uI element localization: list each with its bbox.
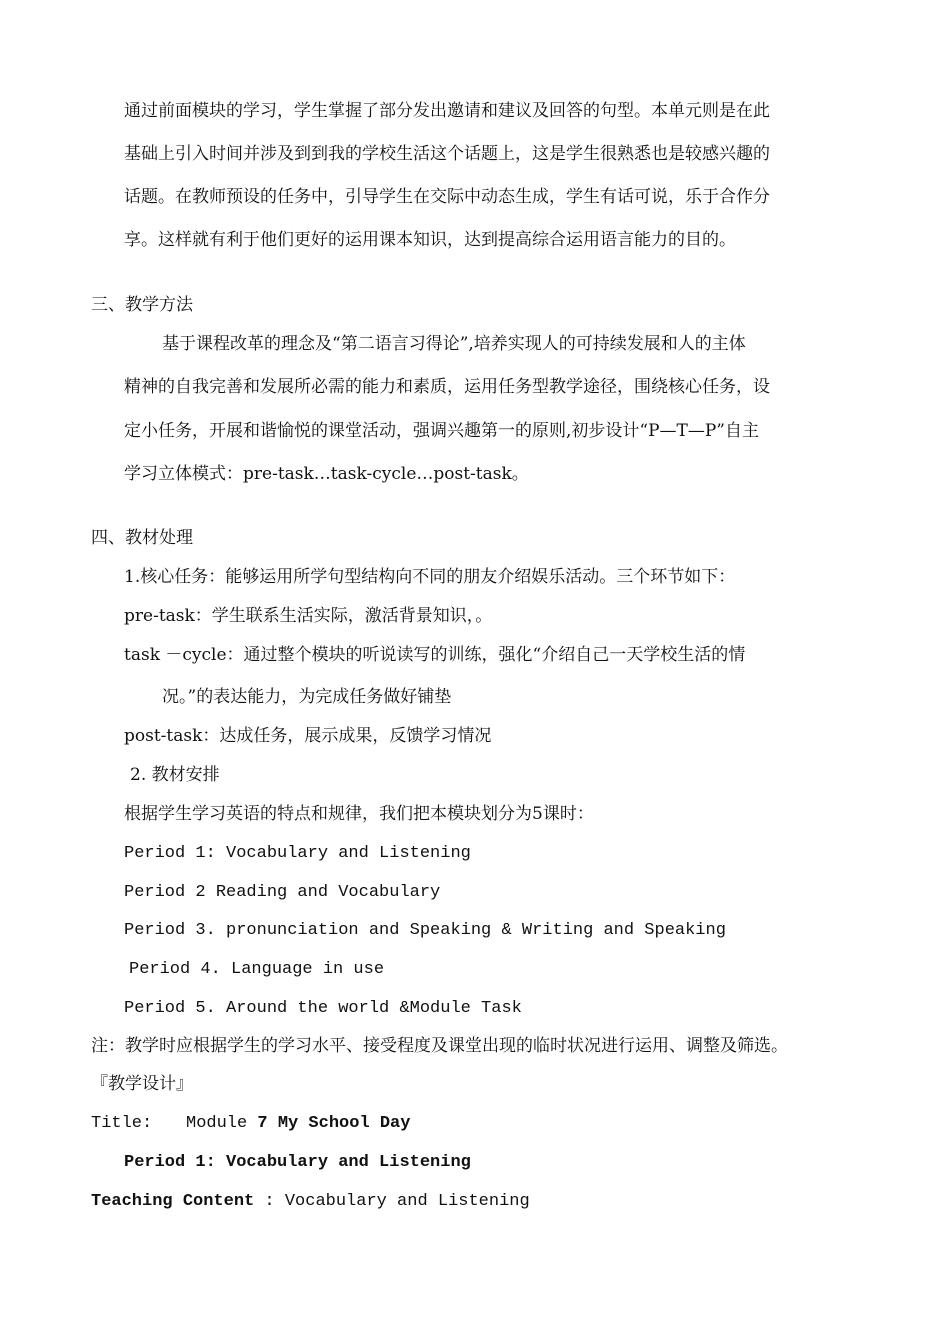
period-item: Period 1: Vocabulary and Listening: [124, 844, 471, 863]
teaching-content: [91, 1193, 530, 1210]
post-task: post-task：达成任务，展示成果，反馈学习情况: [124, 726, 492, 746]
section3-line-4: 学习立体模式：pre-task…task-cycle…post-task。: [124, 464, 529, 484]
title-value: [186, 1115, 410, 1132]
section3-line-2: 精神的自我完善和发展所必需的能力和素质，运用任务型教学途径，围绕核心任务，设: [124, 377, 770, 397]
period-item: Period 5. Around the world &Module Task: [124, 999, 522, 1018]
arrangement-intro: 根据学生学习英语的特点和规律，我们把本模块划分为5课时：: [124, 804, 594, 824]
intro-line-2: 基础上引入时间并涉及到到我的学校生活这个话题上，这是学生很熟悉也是较感兴趣的: [124, 144, 770, 164]
period-item: Period 3. pronunciation and Speaking & Writing and Speaking: [124, 921, 726, 940]
design-heading: 『教学设计』: [91, 1074, 193, 1094]
section3-line-3: 定小任务，开展和谐愉悦的课堂活动，强调兴趣第一的原则,初步设计“P—T—P”自主: [124, 421, 759, 441]
core-task: 1.核心任务：能够运用所学句型结构向不同的朋友介绍娱乐活动。三个环节如下：: [124, 567, 736, 587]
note-line: 注：教学时应根据学生的学习水平、接受程度及课堂出现的临时状况进行运用、调整及筛选。: [91, 1036, 788, 1056]
intro-line-1: 通过前面模块的学习，学生掌握了部分发出邀请和建议及回答的句型。本单元则是在此: [124, 101, 770, 121]
title-module: Module: [186, 1114, 258, 1133]
section3-line-1: 基于课程改革的理念及“第二语言习得论”,培养实现人的可持续发展和人的主体: [162, 334, 746, 354]
title-bold: 7 My School Day: [257, 1114, 411, 1133]
period-item: Period 4. Language in use: [129, 960, 385, 979]
task-cycle-line-1: task －cycle：通过整个模块的听说读写的训练，强化“介绍自己一天学校生活的情: [124, 645, 746, 665]
section3-heading: 三、教学方法: [91, 295, 193, 315]
teaching-content-value: : Vocabulary and Listening: [254, 1192, 530, 1211]
arrangement-heading: 2. 教材安排: [130, 765, 220, 785]
teaching-content-label: Teaching Content: [91, 1192, 255, 1211]
period-heading: Period 1: Vocabulary and Listening: [124, 1153, 471, 1172]
pre-task: pre-task：学生联系生活实际，激活背景知识，。: [124, 606, 493, 626]
intro-line-3: 话题。在教师预设的任务中，引导学生在交际中动态生成，学生有话可说，乐于合作分: [124, 187, 770, 207]
section4-heading: 四、教材处理: [91, 528, 193, 548]
task-cycle-line-2: 况。”的表达能力，为完成任务做好铺垫: [162, 687, 452, 707]
title-label: Title:: [91, 1114, 153, 1133]
period-item: Period 2 Reading and Vocabulary: [124, 883, 441, 902]
intro-line-4: 享。这样就有利于他们更好的运用课本知识，达到提高综合运用语言能力的目的。: [124, 230, 736, 250]
